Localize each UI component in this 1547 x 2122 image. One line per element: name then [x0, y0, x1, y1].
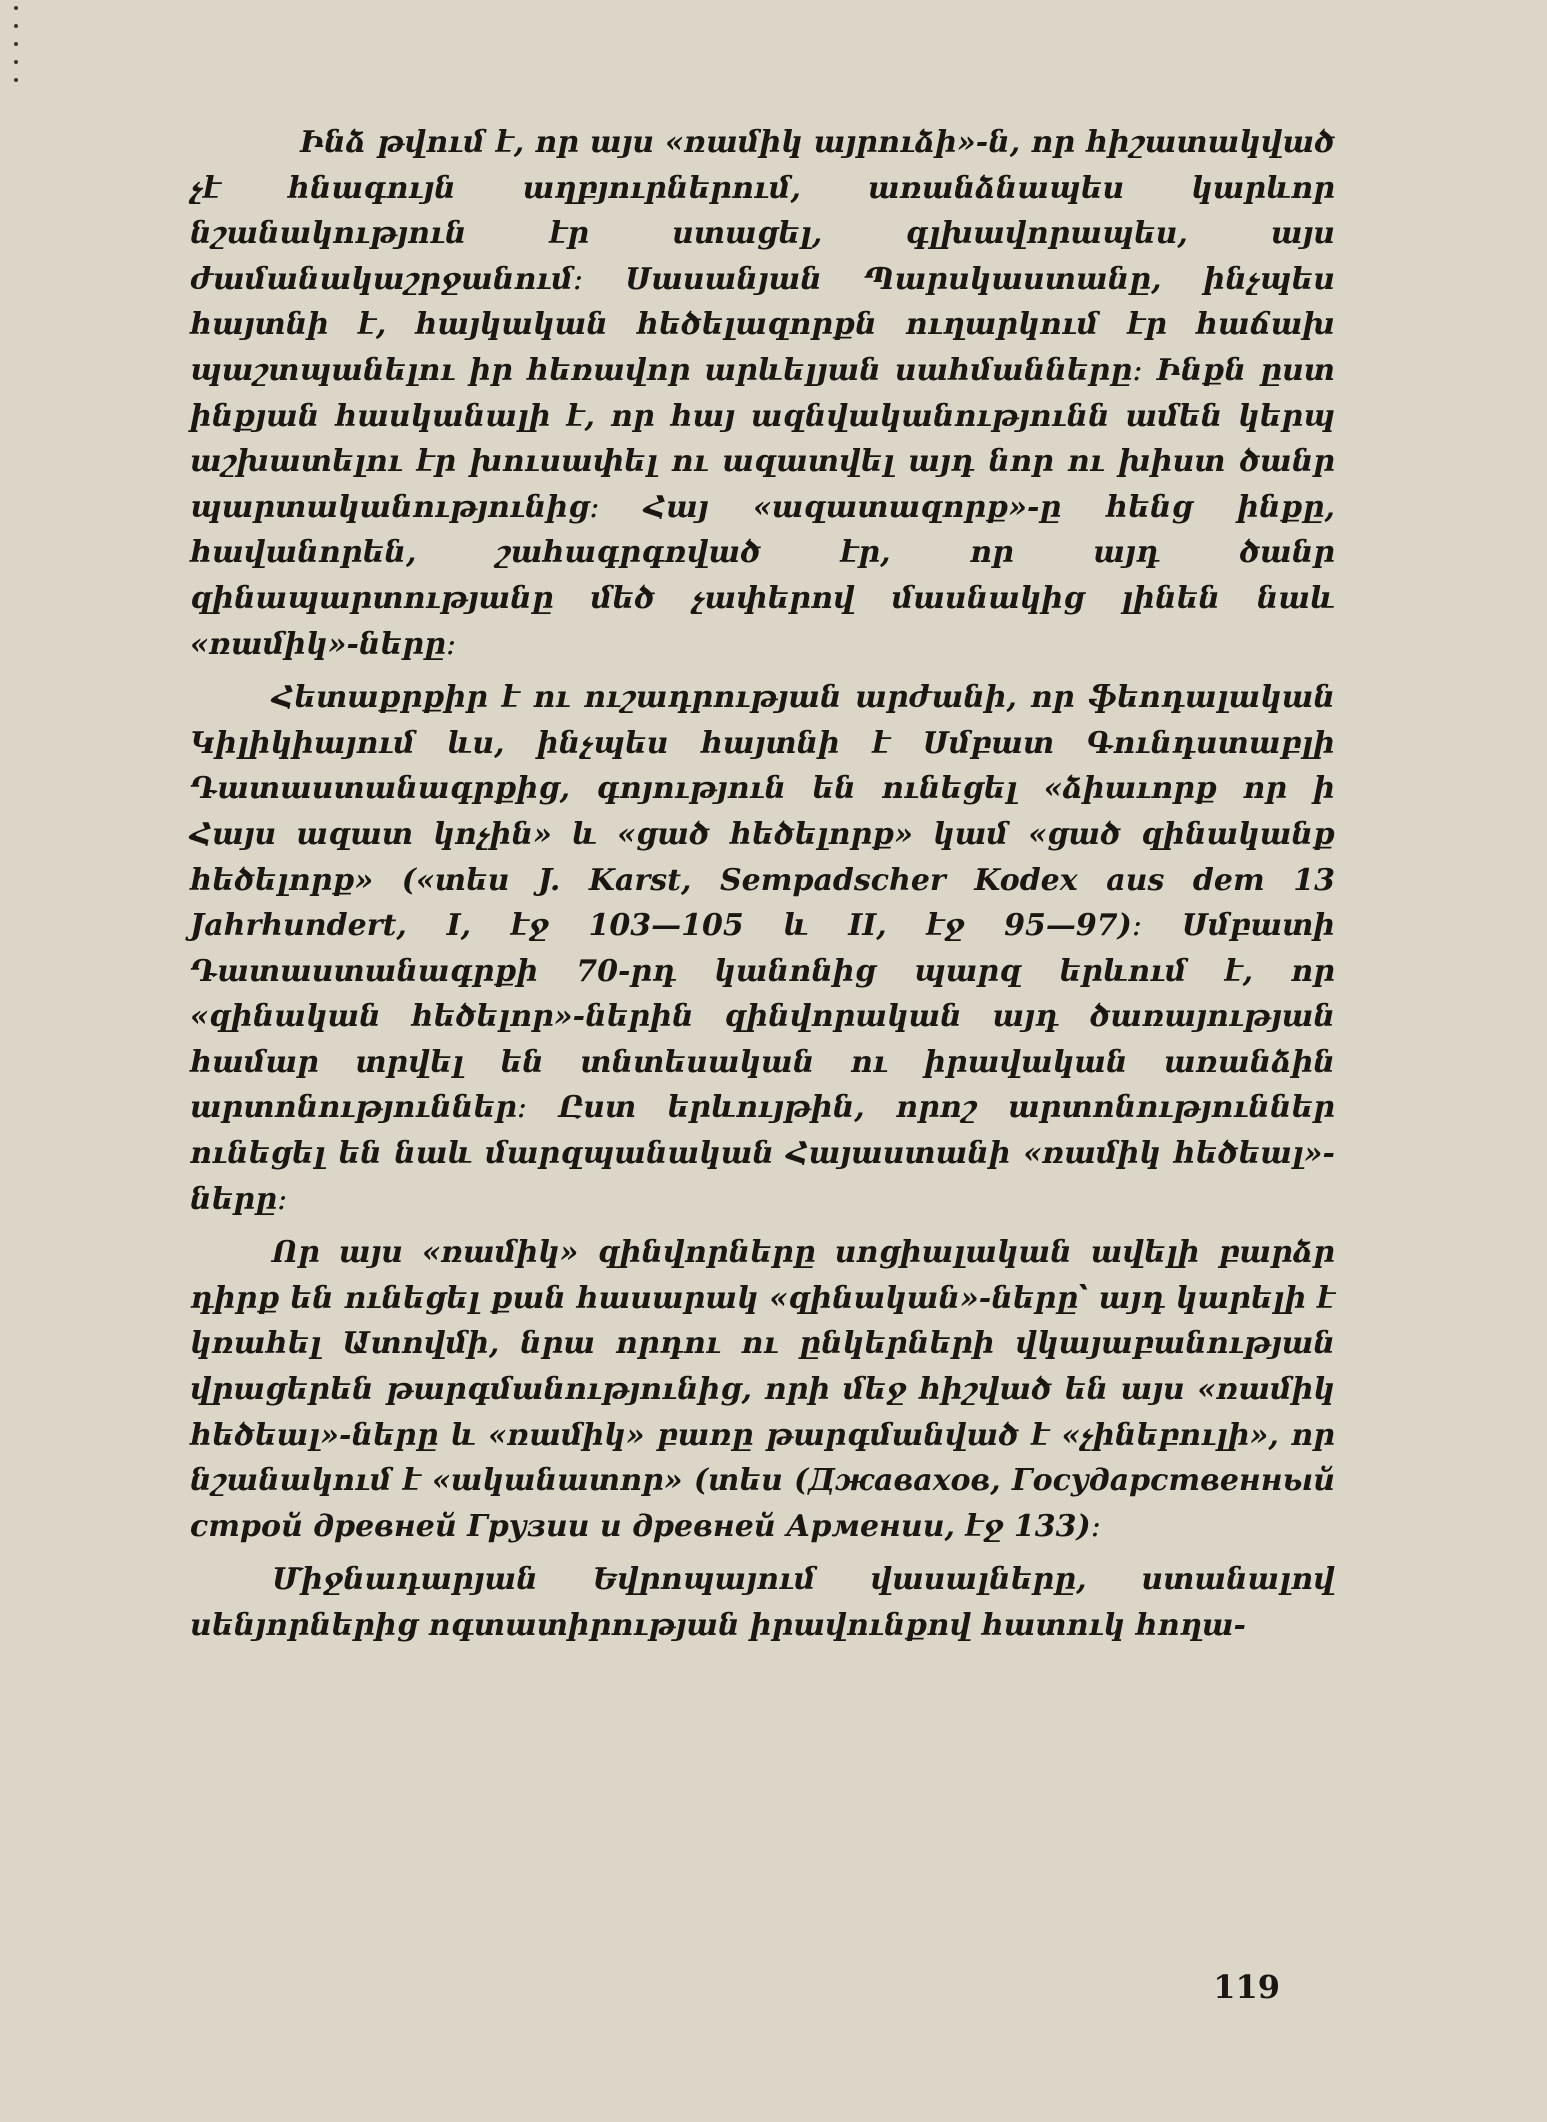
paragraph: Միջնադարյան Եվրոպայում վասալները, ստանալով սենյորներից ոգտատիրության իրավունքով հատուկ հողա-: [190, 1562, 1335, 1643]
paragraph: Ինձ թվում է, որ այս «ռամիկ այրուձի»-ն, որ հիշատակված չէ հնագույն աղբյուրներում, առանձնապես կարևոր նշանակություն էր ստացել, գլխավորապես, այս ժամանակաշրջանում։ Սասանյան Պարսկաստանը, ինչպես հայտնի է, հայկական հեծելազորքն ուղարկում էր հաճախ պաշտպանելու իր հեռավոր արևելյան սահմանները։ Ինքն ըստ ինքյան հասկանալի է, որ հայ ազնվականությունն ամեն կերպ աշխատելու էր խուսափել ու ազատվել այդ նոր ու խիստ ծանր պարտականությունից։ Հայ «ազատազորք»-ը հենց ինքը, հավանորեն, շահագրգռված էր, որ այդ ծանր զինապարտությանը մեծ չափերով մասնակից լինեն նաև «ռամիկ»-ները։: [190, 125, 1335, 662]
binding-mark-icon: [12, 0, 20, 110]
paragraph: Հետաքրքիր է ու ուշադրության արժանի, որ ֆեոդալական Կիլիկիայում ևս, ինչպես հայտնի է Սմբատ Գունդստաբլի Դատաստանագրքից, գոյություն են ունեցել «ձիաւորք որ ի Հայս ազատ կոչին» և «ցած հեծելորք» կամ «ցած զինականք հեծելորք» («տես J. Karst, Sempadscher Kodex aus dem 13 Jahrhundert, I, էջ 103—105 և II, էջ 95—97)։ Սմբատի Դատաստանագրքի 70-րդ կանոնից պարզ երևում է, որ «զինական հեծելոր»-ներին զինվորական այդ ծառայության համար տրվել են տնտեսական ու իրավական առանձին արտոնություններ։ Ըստ երևույթին, որոշ արտոնություններ ունեցել են նաև մարզպանական Հայաստանի «ռամիկ հեծեալ»-ները։: [190, 680, 1335, 1217]
paragraph: Որ այս «ռամիկ» զինվորները սոցիալական ավելի բարձր դիրք են ունեցել քան հասարակ «զինական»-ները՝ այդ կարելի է կռահել Ատովմի, նրա որդու ու ընկերների վկայաբանության վրացերեն թարգմանությունից, որի մեջ հիշված են այս «ռամիկ հեծեալ»-ները և «ռամիկ» բառը թարգմանված է «չինեբուլի», որ նշանակում է «ականատոր» (տես (Джавахов, Государственный строй древней Грузии и древней Армении, էջ 133)։: [190, 1235, 1335, 1544]
page-number: 119: [1213, 1968, 1280, 2006]
body-text: [190, 120, 1335, 1649]
